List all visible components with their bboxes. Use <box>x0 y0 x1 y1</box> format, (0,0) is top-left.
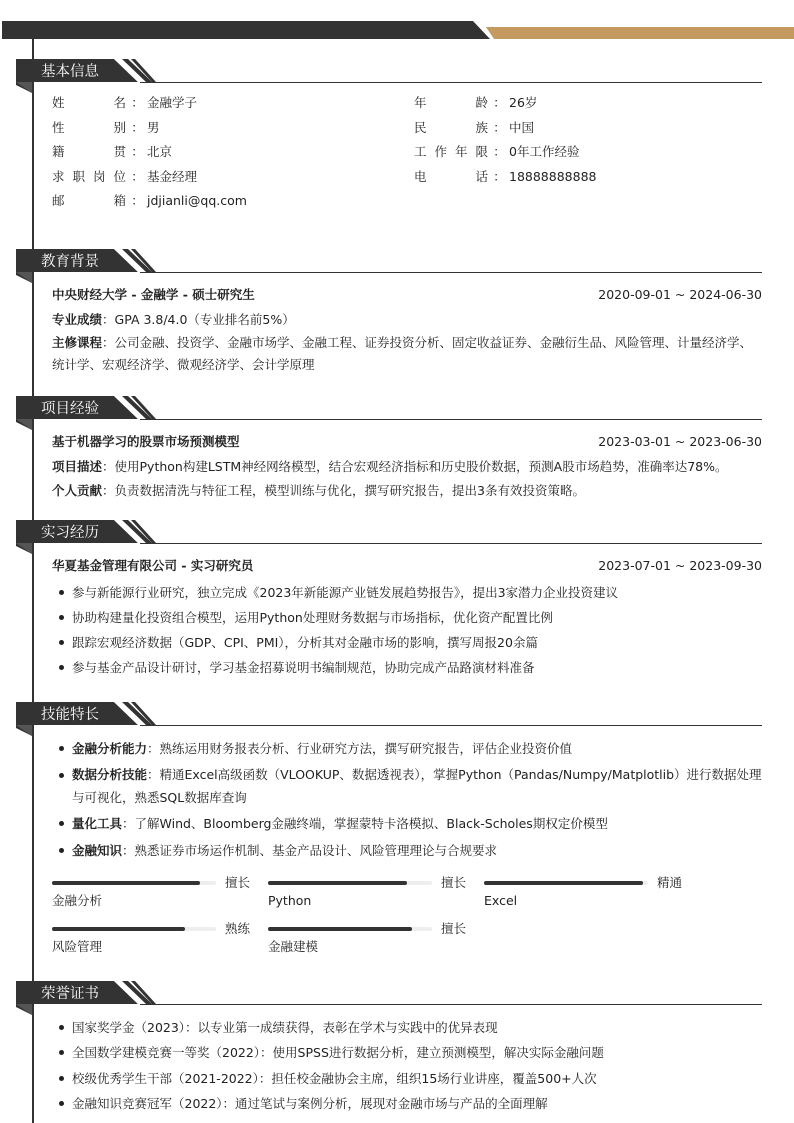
skill-bar-row <box>484 875 684 891</box>
skill-name: 金融分析 <box>52 893 103 908</box>
info-field <box>414 140 774 165</box>
progress-fill <box>52 927 185 931</box>
section-header <box>0 981 794 1007</box>
school: 中央财经大学 - 金融学 - 硕士研究生 <box>52 287 255 302</box>
info-label: 姓名 <box>52 95 126 110</box>
courses-line <box>52 332 762 376</box>
progress-track <box>268 881 432 885</box>
skill-label: 量化工具 <box>72 816 123 831</box>
contrib-value: ：负责数据清洗与特征工程，模型训练与优化，撰写研究报告，提出3条有效投资策略。 <box>102 483 585 498</box>
project-desc <box>52 455 762 480</box>
list-item <box>52 838 762 863</box>
date-range: 2023-07-01 ~ 2023-09-30 <box>598 558 762 573</box>
skill-bar-item <box>52 921 252 957</box>
info-value: 0年工作经验 <box>509 144 580 160</box>
info-field <box>52 91 414 116</box>
section-projects <box>0 396 794 504</box>
contrib-label: 个人贡献 <box>52 483 103 498</box>
info-label: 民族 <box>414 119 488 135</box>
info-value: 金融学子 <box>147 95 198 110</box>
info-label: 邮箱 <box>52 193 126 209</box>
skill-name: Python <box>268 893 312 908</box>
courses-value: ：公司金融、投资学、金融市场学、金融工程、证券投资分析、固定收益证券、金融衍生品、风险管理、计量经济学、统计学、宏观经济学、微观经济学、会计学原理 <box>52 335 753 372</box>
info-label: 性别 <box>52 119 126 135</box>
colon: ： <box>131 144 144 160</box>
header-bar-accent <box>486 27 794 39</box>
skill-bar-item <box>484 875 684 911</box>
colon: ： <box>493 144 506 160</box>
section-title: 荣誉证书 <box>41 986 99 1002</box>
project-name: 基于机器学习的股票市场预测模型 <box>52 434 240 449</box>
progress-fill <box>268 927 412 931</box>
skill-name: 金融建模 <box>268 939 319 954</box>
colon: ： <box>131 168 144 184</box>
skill-name: 风险管理 <box>52 939 103 954</box>
progress-fill <box>268 881 407 885</box>
skill-bar-item <box>52 875 252 911</box>
colon: ： <box>493 168 506 184</box>
info-label: 工作年限 <box>414 144 488 160</box>
section-header <box>0 249 794 275</box>
info-label: 年龄 <box>414 95 488 110</box>
list-item: 协助构建量化投资组合模型，运用Python处理财务数据与市场指标，优化资产配置比例 <box>52 605 762 630</box>
skill-level: 擅长 <box>441 920 467 936</box>
progress-track <box>484 881 648 885</box>
info-field <box>414 189 774 214</box>
date-range: 2020-09-01 ~ 2024-06-30 <box>598 287 762 302</box>
skill-level: 擅长 <box>225 874 251 890</box>
list-item <box>52 736 762 761</box>
desc-value: ：使用Python构建LSTM神经网络模型，结合宏观经济指标和历史股价数据，预测A股市场趋势，准确率达78%。 <box>102 458 728 474</box>
progress-track <box>52 881 216 885</box>
skill-level: 擅长 <box>441 874 467 890</box>
desc-label: 项目描述 <box>52 458 103 474</box>
section-header <box>0 59 794 85</box>
company: 华夏基金管理有限公司 - 实习研究员 <box>52 558 254 573</box>
skill-text: ：熟练运用财务报表分析、行业研究方法，撰写研究报告，评估企业投资价值 <box>147 741 573 756</box>
info-value: 基金经理 <box>147 168 198 184</box>
project-contrib <box>52 479 762 504</box>
list-item: 全国数学建模竞赛一等奖（2022）：使用SPSS进行数据分析，建立预测模型，解决实际金融问题 <box>52 1040 762 1065</box>
date-range: 2023-03-01 ~ 2023-06-30 <box>598 434 762 449</box>
section-title: 教育背景 <box>41 254 99 270</box>
list-item: 校级优秀学生干部（2021-2022）：担任校金融协会主席，组织15场行业讲座，覆盖500+人次 <box>52 1066 762 1091</box>
skill-bar-row <box>268 921 468 937</box>
info-field <box>414 165 774 190</box>
list-item: 参与新能源行业研究，独立完成《2023年新能源产业链发展趋势报告》，提出3家潜力企业投资建议 <box>52 580 762 605</box>
colon: ： <box>493 119 506 135</box>
section-header <box>0 702 794 728</box>
list-item <box>52 763 762 809</box>
section-title: 实习经历 <box>41 525 99 541</box>
section-title: 技能特长 <box>41 707 99 723</box>
info-field <box>52 140 414 165</box>
section-internship <box>0 520 794 681</box>
colon: ： <box>131 193 144 209</box>
info-field <box>52 116 414 141</box>
skill-label: 金融分析能力 <box>72 741 148 756</box>
info-field <box>414 116 774 141</box>
courses-label: 主修课程 <box>52 335 103 350</box>
info-label: 电话 <box>414 168 488 184</box>
colon: ： <box>131 119 144 135</box>
skill-text: ：熟悉证券市场运作机制、基金产品设计、风险管理理论与合规要求 <box>122 843 498 858</box>
info-field <box>414 91 774 116</box>
header-bar-dark <box>2 21 490 39</box>
info-field <box>52 165 414 190</box>
info-field <box>52 189 414 214</box>
info-value: 男 <box>147 119 160 135</box>
skill-level: 熟练 <box>225 920 251 936</box>
info-value: 18888888888 <box>509 168 597 184</box>
skill-bar-item <box>268 921 468 957</box>
info-label: 籍贯 <box>52 144 126 160</box>
section-honors <box>0 981 794 1116</box>
skill-label: 数据分析技能 <box>72 767 148 782</box>
section-skills <box>0 702 794 957</box>
section-header <box>0 520 794 546</box>
colon: ： <box>493 95 506 110</box>
progress-fill <box>52 881 200 885</box>
skill-text: ：了解Wind、Bloomberg金融终端，掌握蒙特卡洛模拟、Black-Scholes期权定价模型 <box>122 816 608 831</box>
section-title: 基本信息 <box>41 64 99 80</box>
skill-name: Excel <box>484 893 518 908</box>
gpa-label: 专业成绩 <box>52 311 103 327</box>
list-item: 跟踪宏观经济数据（GDP、CPI、PMI），分析其对金融市场的影响，撰写周报20余篇 <box>52 630 762 655</box>
list-item: 参与基金产品设计研讨，学习基金招募说明书编制规范，协助完成产品路演材料准备 <box>52 655 762 680</box>
info-value: jdjianli@qq.com <box>147 193 247 209</box>
list-item: 国家奖学金（2023）：以专业第一成绩获得，表彰在学术与实践中的优异表现 <box>52 1015 762 1040</box>
info-value: 26岁 <box>509 95 538 110</box>
skill-level: 精通 <box>657 874 683 890</box>
skill-text: ：精通Excel高级函数（VLOOKUP、数据透视表），掌握Python（Pandas/Numpy/Matplotlib）进行数据处理与可视化，熟悉SQL数据库查询 <box>72 767 762 805</box>
progress-track <box>268 927 432 931</box>
skill-bar-row <box>52 875 252 891</box>
section-title: 项目经验 <box>41 401 99 417</box>
skill-bar-item <box>268 875 468 911</box>
colon: ： <box>131 95 144 110</box>
section-header <box>0 396 794 422</box>
info-value: 北京 <box>147 144 173 160</box>
skill-bar-row <box>52 921 252 937</box>
info-label: 求职岗位 <box>52 168 126 184</box>
progress-track <box>52 927 216 931</box>
skill-label: 金融知识 <box>72 843 123 858</box>
gpa-line <box>52 308 762 333</box>
section-basic-info <box>0 59 794 214</box>
info-value: 中国 <box>509 119 535 135</box>
progress-fill <box>484 881 643 885</box>
skill-bar-row <box>268 875 468 891</box>
list-item <box>52 811 762 836</box>
section-education <box>0 249 794 376</box>
list-item: 金融知识竞赛冠军（2022）：通过笔试与案例分析，展现对金融市场与产品的全面理解 <box>52 1091 762 1116</box>
gpa-value: ：GPA 3.8/4.0（专业排名前5%） <box>102 311 295 327</box>
